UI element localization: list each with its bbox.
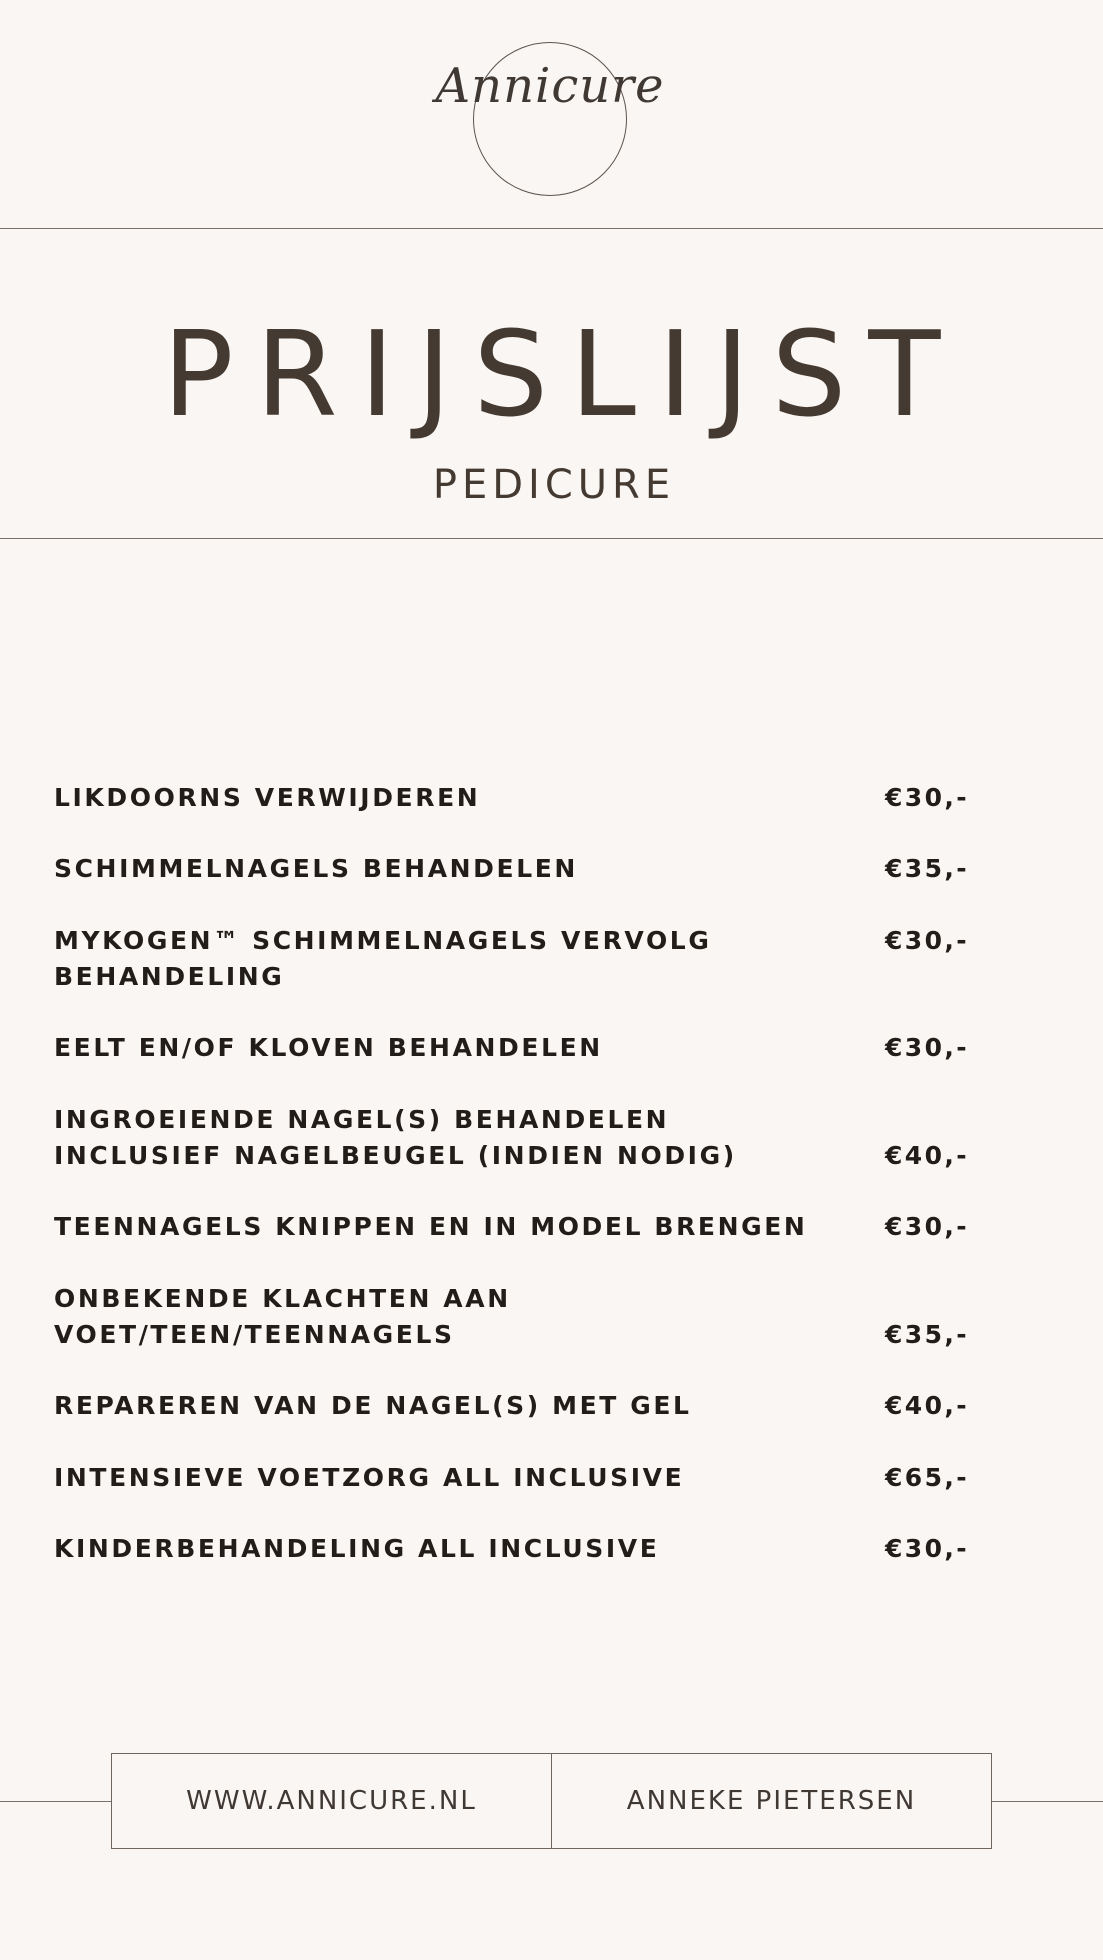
service-name: MYKOGEN™ SCHIMMELNAGELS VERVOLG BEHANDELING [54, 926, 712, 991]
header-divider-top [0, 228, 1103, 229]
service-price: €30,- [885, 926, 970, 955]
footer-line-right [992, 1801, 1103, 1802]
footer-website: WWW.ANNICURE.NL [186, 1786, 477, 1816]
service-price: €35,- [885, 1320, 970, 1349]
service-name: REPAREREN VAN DE NAGEL(S) MET GEL [54, 1391, 692, 1420]
page-subtitle: PEDICURE [432, 462, 676, 508]
header-divider-bottom [0, 538, 1103, 539]
service-price: €40,- [885, 1141, 970, 1170]
service-name: KINDERBEHANDELING ALL INCLUSIVE [54, 1534, 660, 1563]
service-price: €35,- [885, 854, 970, 883]
service-price: €30,- [885, 1212, 970, 1241]
service-price: €30,- [885, 1534, 970, 1563]
logo-text: Annicure [435, 58, 665, 114]
service-name: INGROEIENDE NAGEL(S) BEHANDELEN INCLUSIEF NAGELBEUGEL (INDIEN NODIG) [54, 1105, 737, 1170]
service-price: €30,- [885, 783, 970, 812]
service-price: €65,- [885, 1463, 970, 1492]
service-name: INTENSIEVE VOETZORG ALL INCLUSIVE [54, 1463, 685, 1492]
service-name: LIKDOORNS VERWIJDEREN [54, 783, 481, 812]
footer-box [111, 1753, 992, 1849]
service-name: EELT EN/OF KLOVEN BEHANDELEN [54, 1033, 603, 1062]
service-price: €40,- [885, 1391, 970, 1420]
service-name: TEENNAGELS KNIPPEN EN IN MODEL BRENGEN [54, 1212, 808, 1241]
service-name: SCHIMMELNAGELS BEHANDELEN [54, 854, 578, 883]
footer-line-left [0, 1801, 111, 1802]
service-price: €30,- [885, 1033, 970, 1062]
footer-owner-name: ANNEKE PIETERSEN [626, 1786, 917, 1816]
service-name: ONBEKENDE KLACHTEN AAN VOET/TEEN/TEENNAGELS [54, 1284, 511, 1349]
page-title: PRIJSLIJST [162, 305, 963, 443]
